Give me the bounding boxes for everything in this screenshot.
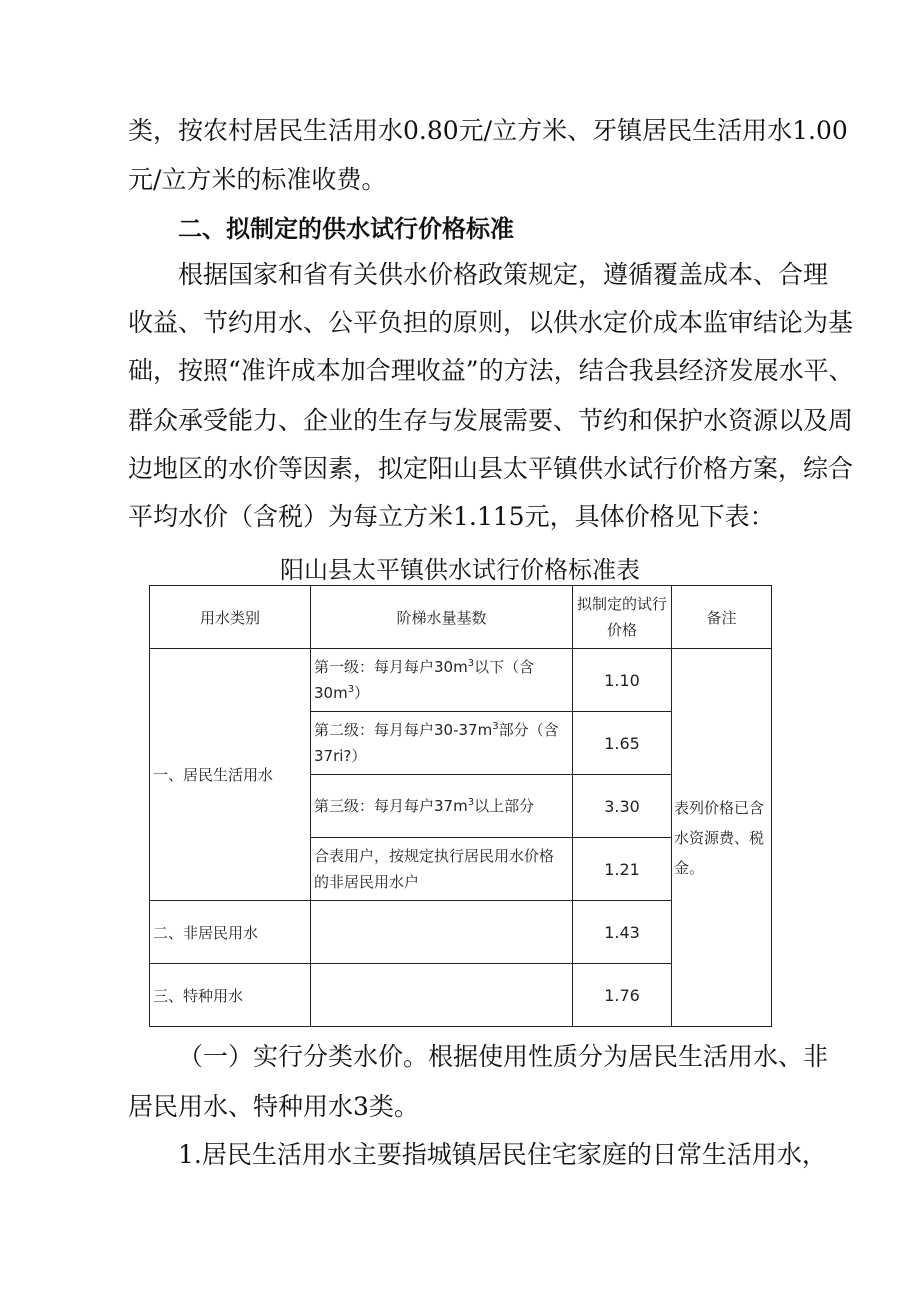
price-non-resident: 1.43 — [573, 901, 672, 964]
header-price: 拟制定的试行价格 — [573, 586, 672, 649]
paragraph-line: 础，按照“准许成本加合理收益”的方法，结合我县经济发展水平、 — [128, 356, 854, 385]
tier-1-sup: 3 — [467, 658, 475, 669]
category-resident: 一、居民生活用水 — [150, 649, 311, 901]
paragraph-line: 1.居民生活用水主要指城镇居民住宅家庭的日常生活用水， — [178, 1140, 827, 1169]
empty-cell — [311, 901, 573, 964]
tier-3-sup: 3 — [467, 797, 475, 808]
table-row — [150, 649, 772, 712]
tier-2-text-b: 部分（含37ri?） — [314, 721, 559, 765]
paragraph-line: 群众承受能力、企业的生存与发展需要、节约和保护水资源以及周 — [128, 406, 854, 435]
category-special: 三、特种用水 — [150, 964, 311, 1027]
paragraph-line: 平均水价（含税）为每立方米1.115元，具体价格见下表： — [128, 502, 775, 531]
tier-1-text-b: 以下（含30m — [314, 658, 535, 702]
header-category: 用水类别 — [150, 586, 311, 649]
note-cell: 表列价格已含水资源费、税金。 — [672, 649, 772, 1027]
tier-3 — [311, 775, 573, 838]
header-tier: 阶梯水量基数 — [311, 586, 573, 649]
tier-1-text-a: 第一级：每月每户30m — [314, 658, 468, 676]
table-caption: 阳山县太平镇供水试行价格标准表 — [280, 556, 640, 584]
tier-2-sup: 3 — [492, 721, 499, 732]
tier-1-sup2: 3 — [347, 684, 355, 695]
table-header-row — [150, 586, 772, 649]
paragraph-line: 居民用水、特种用水3类。 — [128, 1092, 419, 1121]
price-tier-1: 1.10 — [573, 649, 672, 712]
section-heading: 二、拟制定的供水试行价格标准 — [178, 215, 514, 243]
price-tier-2: 1.65 — [573, 712, 672, 775]
tier-1-text-c: ） — [354, 684, 370, 702]
tier-2-text-a: 第二级：每月每户30-37m — [314, 721, 493, 739]
price-table — [149, 585, 772, 1027]
paragraph-line: 根据国家和省有关供水价格政策规定，遵循覆盖成本、合理 — [178, 260, 829, 289]
paragraph-line: 元/立方米的标准收费。 — [128, 165, 387, 194]
price-shared-meter: 1.21 — [573, 838, 672, 901]
paragraph-line: 收益、节约用水、公平负担的原则，以供水定价成本监审结论为基 — [128, 308, 854, 337]
price-tier-3: 3.30 — [573, 775, 672, 838]
category-non-resident: 二、非居民用水 — [150, 901, 311, 964]
paragraph-line: 类，按农村居民生活用水0.80元/立方米、牙镇居民生活用水1.00 — [128, 116, 848, 145]
paragraph-line: 边地区的水价等因素，拟定阳山县太平镇供水试行价格方案，综合 — [128, 454, 854, 483]
tier-3-text-b: 以上部分 — [474, 797, 535, 815]
tier-3-text-a: 第三级：每月每户37m — [314, 797, 468, 815]
price-special: 1.76 — [573, 964, 672, 1027]
tier-1 — [311, 649, 573, 712]
header-note: 备注 — [672, 586, 772, 649]
tier-shared-meter: 合表用户，按规定执行居民用水价格的非居民用水户 — [311, 838, 573, 901]
paragraph-line: （一）实行分类水价。根据使用性质分为居民生活用水、非 — [178, 1042, 829, 1071]
empty-cell — [311, 964, 573, 1027]
tier-2 — [311, 712, 573, 775]
